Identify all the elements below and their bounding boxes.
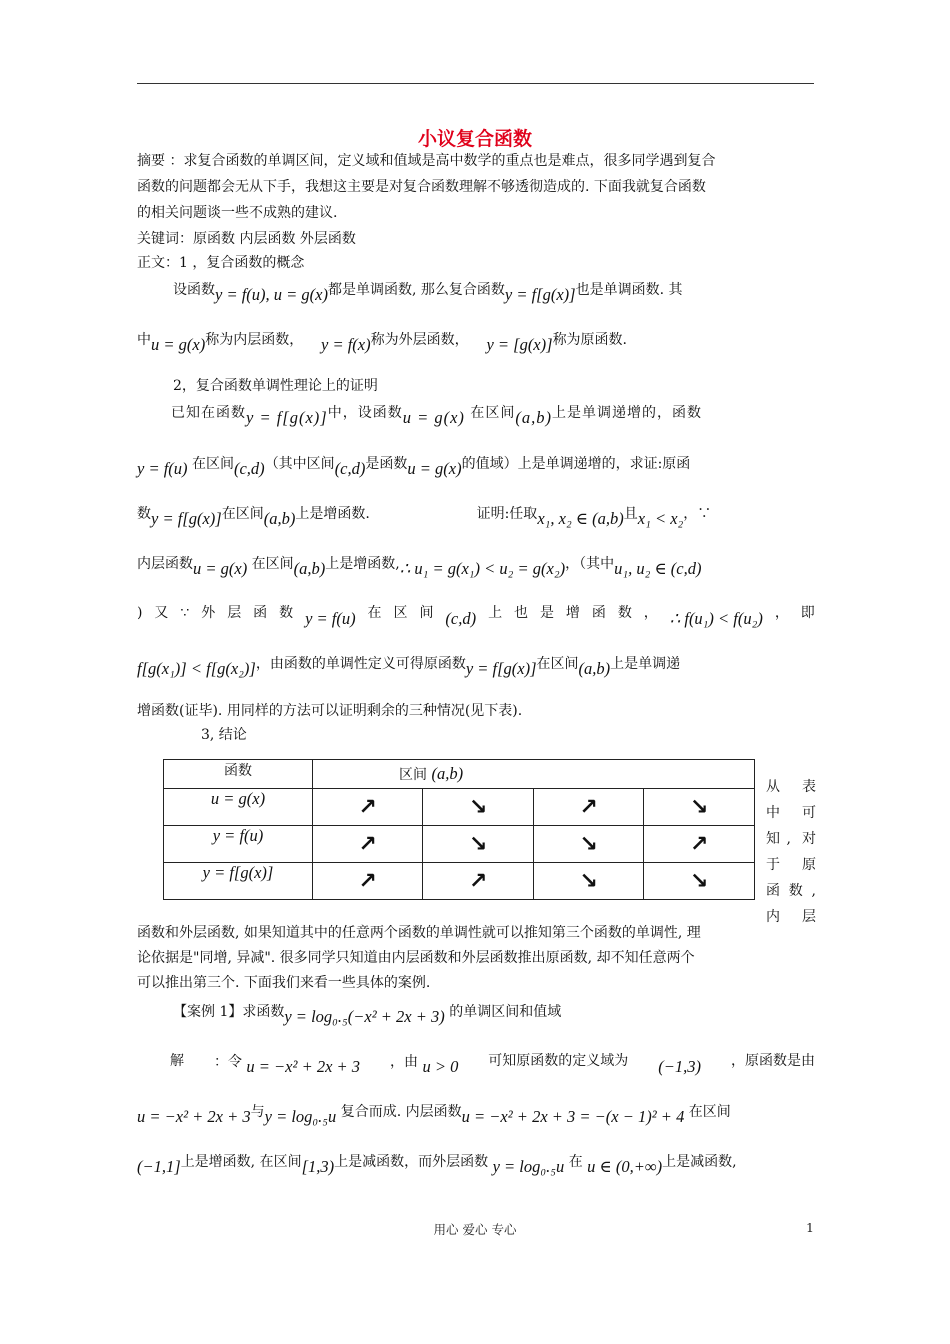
arrow-down-icon: ↘	[533, 826, 643, 863]
page-footer: 用心 爱心 专心	[433, 1222, 517, 1237]
arrow-down-icon: ↘	[423, 789, 533, 826]
table-row	[164, 863, 755, 900]
arrow-down-icon: ↘	[644, 863, 755, 900]
proof-line-7: 增函数(证毕). 用同样的方法可以证明剩余的三种情况(见下表).	[137, 703, 523, 719]
solution-line-2: u = −x² + 2x + 3与y = log₀.₅u 复合而成. 内层函数u = −x² + 2x + 3 = −(x − 1)² + 4 在区间	[137, 1104, 731, 1126]
arrow-up-icon: ↗	[313, 789, 423, 826]
proof-line-3: 数y = f[g(x)]在区间(a,b)上是增函数. 证明:任取x₁, x₂ ∈ (a,b)且x₁ < x₂，∵	[137, 506, 712, 528]
arrow-up-icon: ↗	[533, 789, 643, 826]
arrow-down-icon: ↘	[423, 826, 533, 863]
page-title: 小议复合函数	[417, 128, 532, 150]
proof-line-2: y = f(u) 在区间(c,d)（其中区间(c,d)是函数u = g(x)的值域）上是单调递增的，求证:原函	[137, 456, 691, 478]
table-header-function: 函数	[164, 760, 313, 789]
proof-line-1: 已知在函数y = f[g(x)]中，设函数u = g(x) 在区间(a,b)上是单调递增的，函数	[171, 405, 702, 427]
proof-line-4: 内层函数u = g(x) 在区间(a,b)上是增函数,∴ u₁ = g(x₁) < u₂ = g(x₂)，（其中u₁, u₂ ∈ (c,d)	[137, 556, 702, 578]
abstract-line-2: 函数的问题都会无从下手，我想这主要是对复合函数理解不够透彻造成的. 下面我就复合函数	[137, 179, 706, 195]
arrow-up-icon: ↗	[313, 826, 423, 863]
arrow-up-icon: ↗	[644, 826, 755, 863]
text-heading: 正文：1 ，复合函数的概念	[137, 255, 305, 271]
abstract-line-3: 的相关问题谈一些不成熟的建议.	[137, 205, 338, 221]
abstract-line-1: 摘要 ：求复合函数的单调区间，定义域和值域是高中数学的重点也是难点，很多同学遇到复合	[137, 153, 716, 169]
arrow-up-icon: ↗	[423, 863, 533, 900]
conclusion-line-2: 论依据是"同增, 异减". 很多同学只知道由内层函数和外层函数推出原函数, 却不知任意两个	[137, 950, 695, 966]
keywords: 关键词：原函数 内层函数 外层函数	[137, 231, 356, 247]
monotonicity-table	[163, 759, 755, 900]
concept-line-1: 设函数y = f(u), u = g(x)都是单调函数, 那么复合函数y = f[g(x)]也是单调函数. 其	[173, 282, 683, 304]
solution-line-3: (−1,1]上是增函数, 在区间[1,3)上是减函数，而外层函数 y = log₀.₅u 在 u ∈ (0,+∞)上是减函数,	[137, 1154, 737, 1176]
table-header-row	[164, 760, 755, 789]
arrow-down-icon: ↘	[644, 789, 755, 826]
header-rule	[137, 83, 814, 84]
concept-line-2: 中u = g(x)称为内层函数， y = f(x)称为外层函数， y = [g(x)]称为原函数.	[137, 332, 628, 354]
table-row	[164, 826, 755, 863]
table-header-interval: 区间 (a,b)	[313, 760, 755, 789]
proof-line-5: ) 又 ∵ 外 层 函 数 y = f(u) 在 区 间 (c,d) 上 也 是 增 函 数 ， ∴ f(u₁) < f(u₂) ， 即	[137, 605, 815, 628]
row-label-inner: u = g(x)	[164, 789, 313, 826]
table-side-text: 从表 中可 知, 对 于原 函数, 内层	[766, 779, 816, 925]
case-1-line: 【案例 1】求函数y = log₀.₅(−x² + 2x + 3) 的单调区间和值域	[173, 1004, 562, 1026]
conclusion-line-3: 可以推出第三个. 下面我们来看一些具体的案例.	[137, 975, 431, 991]
row-label-outer: y = f(u)	[164, 826, 313, 863]
page-number: 1	[806, 1220, 814, 1235]
arrow-up-icon: ↗	[313, 863, 423, 900]
section-3-heading: 3, 结论	[201, 727, 247, 743]
table-row	[164, 789, 755, 826]
solution-line-1: 解 ：令 u = −x² + 2x + 3 ，由 u > 0 可知原函数的定义域为 (−1,3) ，原函数是由	[170, 1053, 815, 1076]
conclusion-line-1: 函数和外层函数, 如果知道其中的任意两个函数的单调性就可以推知第三个函数的单调性, 理	[137, 925, 701, 941]
row-label-composite: y = f[g(x)]	[164, 863, 313, 900]
arrow-down-icon: ↘	[533, 863, 643, 900]
proof-line-6: f[g(x₁)] < f[g(x₂)]，由函数的单调性定义可得原函数y = f[g(x)]在区间(a,b)上是单调递	[137, 656, 681, 678]
section-2-heading: 2，复合函数单调性理论上的证明	[173, 378, 378, 394]
